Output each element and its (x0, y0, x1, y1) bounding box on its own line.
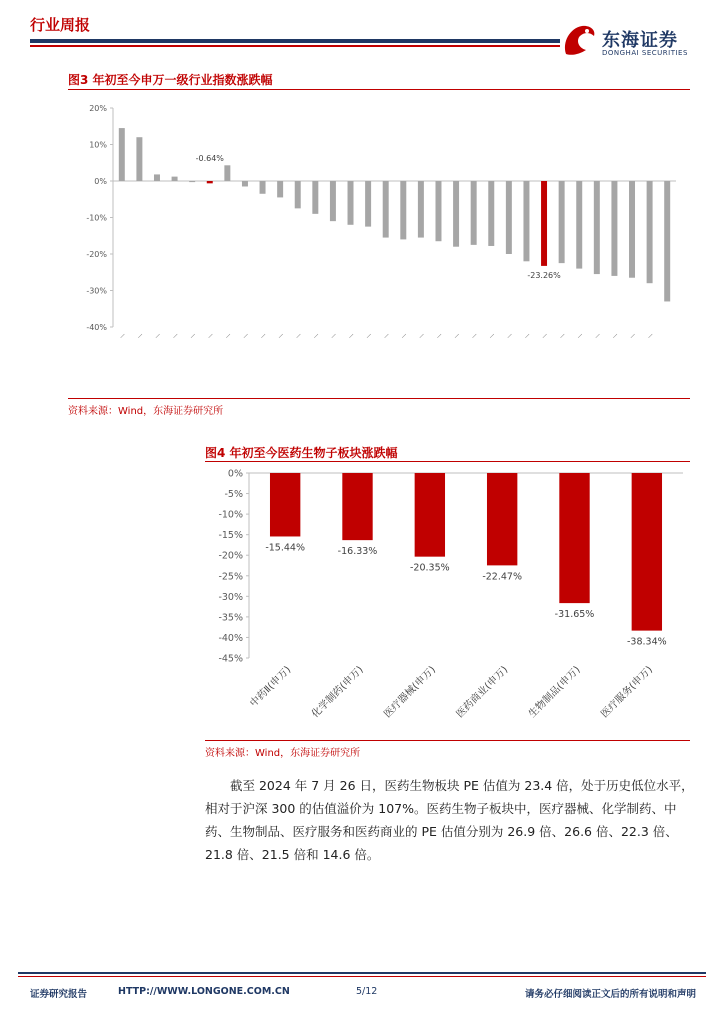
x-tick-label: — (241, 331, 251, 341)
x-tick-label: — (540, 331, 550, 341)
x-tick-label: — (399, 331, 409, 341)
x-tick-label: 中药Ⅱ(申万) (248, 664, 294, 710)
bar (647, 181, 653, 283)
bar (523, 181, 529, 261)
x-tick-label: 医药商业(申万) (454, 664, 511, 721)
x-tick-label: — (452, 331, 462, 341)
x-tick-label: — (118, 331, 128, 341)
company-logo (560, 20, 710, 62)
x-tick-label: — (610, 331, 620, 341)
y-tick-label: -20% (218, 550, 243, 562)
footer-website-link[interactable]: HTTP://WWW.LONGONE.COM.CN (118, 986, 290, 997)
data-label: -31.65% (554, 609, 595, 621)
bar (488, 181, 494, 246)
bar (664, 181, 670, 301)
data-label: -20.35% (410, 562, 450, 574)
company-name-cn: 东海证券 (602, 30, 678, 51)
x-tick-label: — (557, 331, 568, 341)
footer-disclaimer: 请务必仔细阅读正文后的所有说明和声明 (524, 989, 696, 1000)
x-tick-label: — (346, 331, 356, 341)
bar (312, 181, 318, 214)
bar (242, 181, 248, 186)
bar (541, 181, 547, 266)
bar (418, 181, 424, 238)
bar (435, 181, 441, 241)
footer-report-type: 证券研究报告 (30, 989, 88, 1000)
page-number: 5/12 (356, 986, 378, 997)
x-tick-label: 医疗服务(申万) (599, 664, 655, 721)
x-tick-label: — (170, 331, 180, 341)
x-tick-label: — (487, 331, 497, 341)
figure3-source-rule (68, 398, 690, 399)
x-tick-label: — (593, 331, 603, 341)
footer-rule-accent (18, 976, 706, 977)
y-tick-label: 20% (89, 104, 107, 113)
bar (330, 181, 336, 221)
footer-rule (18, 972, 706, 974)
header-rule (30, 39, 560, 43)
figure4-source-rule (205, 740, 690, 741)
x-tick-label: — (258, 331, 268, 341)
x-tick-label: — (311, 331, 321, 341)
bar (365, 181, 371, 227)
bar (348, 181, 354, 225)
pharma-subsector-chart (205, 464, 690, 739)
x-tick-label: — (645, 331, 656, 341)
bar (260, 181, 266, 194)
x-tick-label: — (417, 331, 427, 341)
data-label: -38.34% (627, 636, 667, 648)
y-tick-label: -35% (218, 612, 243, 624)
figure4-title: 图4 年初至今医药生物子板块涨跌幅 (205, 446, 398, 460)
figure3-title-rule (68, 89, 690, 90)
report-type-title: 行业周报 (30, 16, 91, 34)
y-tick-label: -15% (218, 530, 243, 542)
x-tick-label: — (188, 331, 198, 341)
bar (172, 177, 178, 181)
y-tick-label: -45% (218, 653, 243, 665)
bar (576, 181, 582, 269)
y-tick-label: -10% (86, 213, 107, 223)
x-tick-label: — (575, 331, 585, 341)
x-tick-label: — (205, 331, 216, 341)
x-tick-label: — (469, 331, 480, 341)
bar (506, 181, 512, 254)
y-tick-label: -20% (86, 250, 107, 259)
valuation-paragraph: 截至 2024 年 7 月 26 日，医药生物板块 PE 估值为 23.4 倍，处于历史低位水平，相对于沪深 300 的估值溢价为 107%。医药生物子板块中，医疗器械、化学制药、中药、生物制品、医疗服务和医药商业的 PE 估值分别为 26.9 倍、26.6 倍、22.3 倍、21.8 倍、21.5 倍和 14.6 倍。 (205, 778, 694, 862)
bar (295, 181, 301, 208)
x-tick-label: — (276, 331, 286, 341)
x-tick-label: — (434, 331, 444, 341)
x-tick-label: — (329, 331, 339, 341)
bar (415, 473, 445, 557)
data-label: -22.47% (482, 571, 522, 583)
bar (189, 181, 195, 182)
bar (487, 473, 517, 565)
data-label: -23.26% (527, 270, 561, 280)
y-tick-label: -40% (218, 632, 243, 644)
figure4-title-rule (205, 461, 690, 462)
x-tick-label: — (628, 331, 638, 341)
bar (383, 181, 389, 238)
bar (471, 181, 477, 245)
x-tick-label: — (505, 331, 515, 341)
x-tick-label: — (522, 331, 532, 341)
bar (629, 181, 635, 278)
x-tick-label: — (223, 331, 233, 341)
data-label: -0.64% (195, 154, 224, 163)
bar (207, 181, 213, 183)
figure3-source: 资料来源：Wind，东海证券研究所 (68, 406, 224, 417)
y-tick-label: -40% (86, 323, 107, 332)
x-tick-label: — (135, 331, 145, 341)
bar (224, 165, 230, 181)
figure4-source: 资料来源：Wind，东海证券研究所 (205, 748, 361, 759)
bar (453, 181, 459, 247)
x-tick-label: — (381, 331, 392, 341)
header-rule-accent (30, 45, 560, 47)
bar (270, 473, 300, 536)
bar (632, 473, 662, 631)
x-tick-label: — (364, 331, 374, 341)
bar (154, 174, 160, 181)
company-name-en: DONGHAI SECURITIES (602, 49, 688, 57)
x-tick-label: — (293, 331, 304, 341)
bar (594, 181, 600, 274)
y-tick-label: -5% (224, 489, 243, 501)
data-label: -15.44% (265, 542, 305, 554)
x-tick-label: — (153, 331, 163, 341)
x-tick-label: 化学制药(申万) (309, 664, 366, 721)
y-tick-label: -30% (218, 591, 243, 603)
bar (119, 128, 125, 181)
x-tick-label: 医疗器械(申万) (382, 664, 438, 721)
data-label: -16.33% (337, 546, 378, 558)
figure3-title: 图3 年初至今申万一级行业指数涨跌幅 (68, 73, 273, 87)
bar (559, 473, 589, 603)
y-tick-label: -10% (218, 509, 243, 521)
y-tick-label: 0% (94, 177, 107, 186)
bar (277, 181, 283, 197)
y-tick-label: -30% (86, 286, 107, 296)
bar (400, 181, 406, 239)
bar (342, 473, 372, 540)
y-tick-label: 10% (89, 140, 107, 150)
bar (136, 137, 142, 181)
dragon-logo-icon (560, 20, 600, 60)
x-tick-label: 生物制品(申万) (526, 664, 583, 721)
y-tick-label: 0% (227, 468, 243, 480)
bar (611, 181, 617, 276)
bar (559, 181, 565, 263)
y-tick-label: -25% (218, 571, 243, 583)
industry-return-chart (68, 92, 690, 398)
